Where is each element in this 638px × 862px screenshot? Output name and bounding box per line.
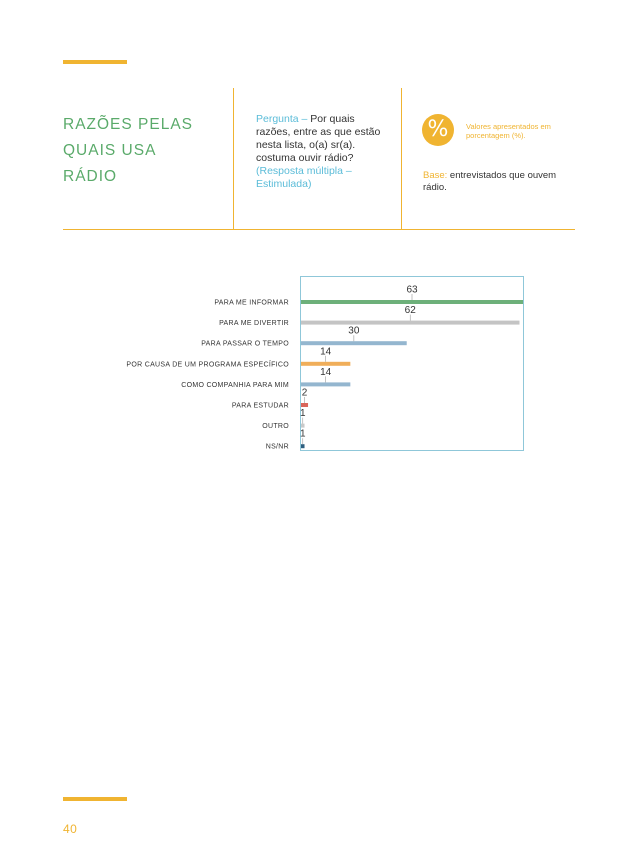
category-label-1: PARA ME DIVERTIR [219,320,289,328]
category-label-4: COMO COMPANHIA PARA MIM [181,381,289,389]
category-label-3: POR CAUSA DE UM PROGRAMA ESPECÍFICO [126,361,289,369]
bar-2 [301,341,407,345]
category-label-6: OUTRO [262,423,289,431]
percent-icon: % [422,114,454,146]
question-body: Por quais razões, entre as que estão nesta lista, o(a) sr(a). costuma ouvir rádio? [256,113,381,164]
category-label-2: PARA PASSAR O TEMPO [201,340,289,348]
base-label: Base: [423,170,448,181]
bar-value-label-7: 1 [299,428,306,440]
question-label: Pergunta – [256,113,308,125]
bar-value-label-2: 30 [348,325,360,337]
bottom-accent-bar [63,797,127,801]
bar-value-label-5: 2 [301,387,308,399]
category-label-7: NS/NR [265,443,289,451]
bar-4 [301,382,350,386]
bar-value-label-4: 14 [320,366,332,378]
section-title-line-2: QUAIS USA [63,142,157,159]
section-title-line-1: RAZÕES PELAS [63,116,194,133]
bar-6 [301,424,305,428]
bar-value-label-1: 62 [404,305,416,317]
bar-7 [301,444,305,448]
bar-1 [301,321,519,325]
question-note: (Resposta múltipla – Estimulada) [256,165,352,190]
base-body: entrevistados que ouvem rádio. [423,170,557,193]
bar-5 [301,403,308,407]
section-title-line-3: RÁDIO [63,168,118,185]
bar-value-label-0: 63 [406,284,418,296]
page-number: 40 [63,822,78,836]
category-label-0: PARA ME INFORMAR [214,299,289,307]
bar-3 [301,362,350,366]
values-note: Valores apresentados em porcentagem (%). [466,122,551,140]
category-label-5: PARA ESTUDAR [231,402,289,410]
bar-value-label-6: 1 [299,408,306,420]
bar-value-label-3: 14 [320,346,332,358]
bar-0 [301,300,523,304]
